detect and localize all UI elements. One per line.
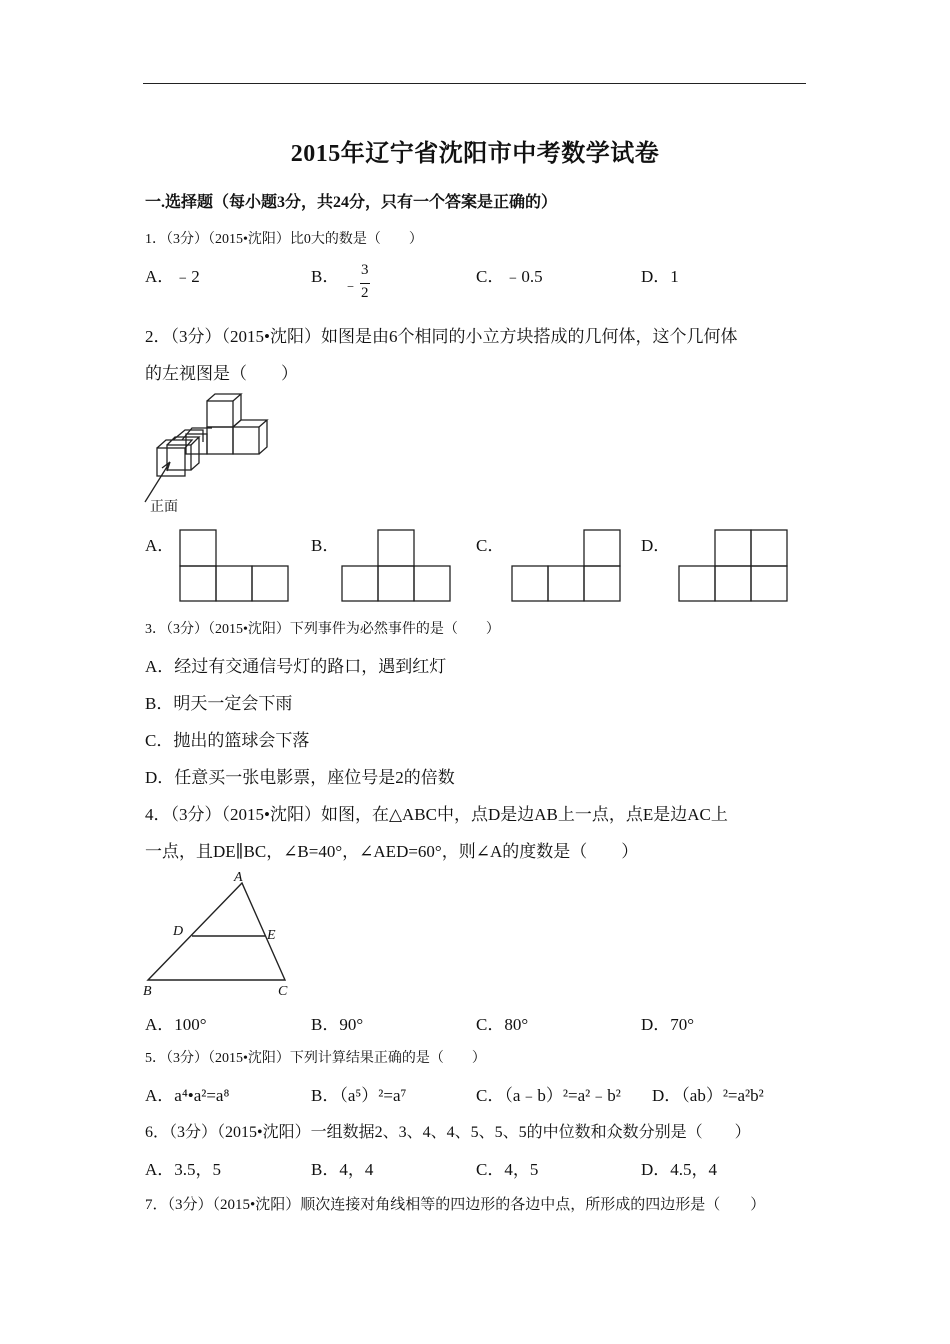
question-4-stem-line1: 4．（3分）（2015•沈阳）如图，在△ABC中，点D是边AB上一点，点E是边AC上: [145, 805, 728, 824]
q3-option-a: A．经过有交通信号灯的路口，遇到红灯: [145, 657, 447, 676]
q4-option-b: B．90°: [311, 1015, 364, 1034]
q2-option-b-grid: [341, 529, 453, 603]
point-e-label: E: [267, 928, 276, 943]
q3-option-d: D．任意买一张电影票，座位号是2的倍数: [145, 768, 455, 787]
q2-option-a-grid: [179, 529, 291, 603]
fraction-denominator: 2: [361, 285, 369, 301]
q5-option-c: C．（a﹣b）²=a²﹣b²: [476, 1086, 621, 1105]
q1-option-b: B．: [311, 267, 340, 286]
point-a-label: A: [234, 870, 243, 885]
section-heading: 一.选择题（每小题3分，共24分，只有一个答案是正确的）: [145, 194, 558, 211]
question-5-stem: 5．（3分）（2015•沈阳）下列计算结果正确的是（ ）: [145, 1051, 486, 1066]
q5-option-a: A．a⁴•a²=a⁸: [145, 1086, 230, 1105]
fraction-bar: [360, 283, 370, 284]
question-2-stem-line2: 的左视图是（ ）: [145, 364, 298, 383]
point-c-label: C: [278, 984, 288, 999]
q2-option-c-grid: [511, 529, 623, 603]
front-view-label: 正面: [150, 499, 178, 515]
question-7-stem: 7．（3分）（2015•沈阳）顺次连接对角线相等的四边形的各边中点，所形成的四边形是（ ）: [145, 1197, 766, 1213]
question-3-stem: 3．（3分）（2015•沈阳）下列事件为必然事件的是（ ）: [145, 622, 500, 637]
header-rule: [143, 83, 806, 84]
q5-option-b: B．（a⁵）²=a⁷: [311, 1086, 407, 1105]
triangle-abc-figure: [140, 867, 300, 1002]
q3-option-b: B．明天一定会下雨: [145, 694, 293, 713]
question-6-stem: 6．（3分）（2015•沈阳）一组数据2、3、4、4、5、5、5的中位数和众数分别是（ ）: [145, 1124, 751, 1141]
point-d-label: D: [173, 924, 184, 939]
question-2-stem-line1: 2．（3分）（2015•沈阳）如图是由6个相同的小立方块搭成的几何体，这个几何体: [145, 327, 738, 346]
q3-option-c: C．抛出的篮球会下落: [145, 731, 310, 750]
q4-option-a: A．100°: [145, 1015, 207, 1034]
q4-option-d: D．70°: [641, 1015, 695, 1034]
q1-option-c: C．﹣0.5: [476, 267, 543, 286]
q6-option-d: D．4.5，4: [641, 1160, 718, 1179]
question-1-stem: 1．（3分）（2015•沈阳）比0大的数是（ ）: [145, 232, 423, 247]
q2-option-a: A．: [145, 536, 175, 555]
q6-option-a: A．3.5，5: [145, 1160, 222, 1179]
question-4-stem-line2: 一点，且DE∥BC，∠B=40°，∠AED=60°，则∠A的度数是（ ）: [145, 842, 639, 861]
q6-option-c: C．4，5: [476, 1160, 539, 1179]
q1-option-d: D．1: [641, 267, 679, 286]
q1-option-b-fraction: [343, 262, 373, 304]
point-b-label: B: [143, 984, 152, 999]
fraction-sign: ﹣: [343, 278, 359, 294]
fraction-numerator: 3: [361, 262, 369, 278]
q2-option-c: C．: [476, 536, 505, 555]
q5-option-d: D．（ab）²=a²b²: [652, 1086, 764, 1105]
q2-option-d-grid: [678, 529, 790, 603]
q2-option-d: D．: [641, 536, 671, 555]
q6-option-b: B．4，4: [311, 1160, 374, 1179]
q4-option-c: C．80°: [476, 1015, 529, 1034]
q1-option-a: A．﹣2: [145, 267, 200, 286]
q2-option-b: B．: [311, 536, 340, 555]
page-title: 2015年辽宁省沈阳市中考数学试卷: [290, 141, 660, 167]
